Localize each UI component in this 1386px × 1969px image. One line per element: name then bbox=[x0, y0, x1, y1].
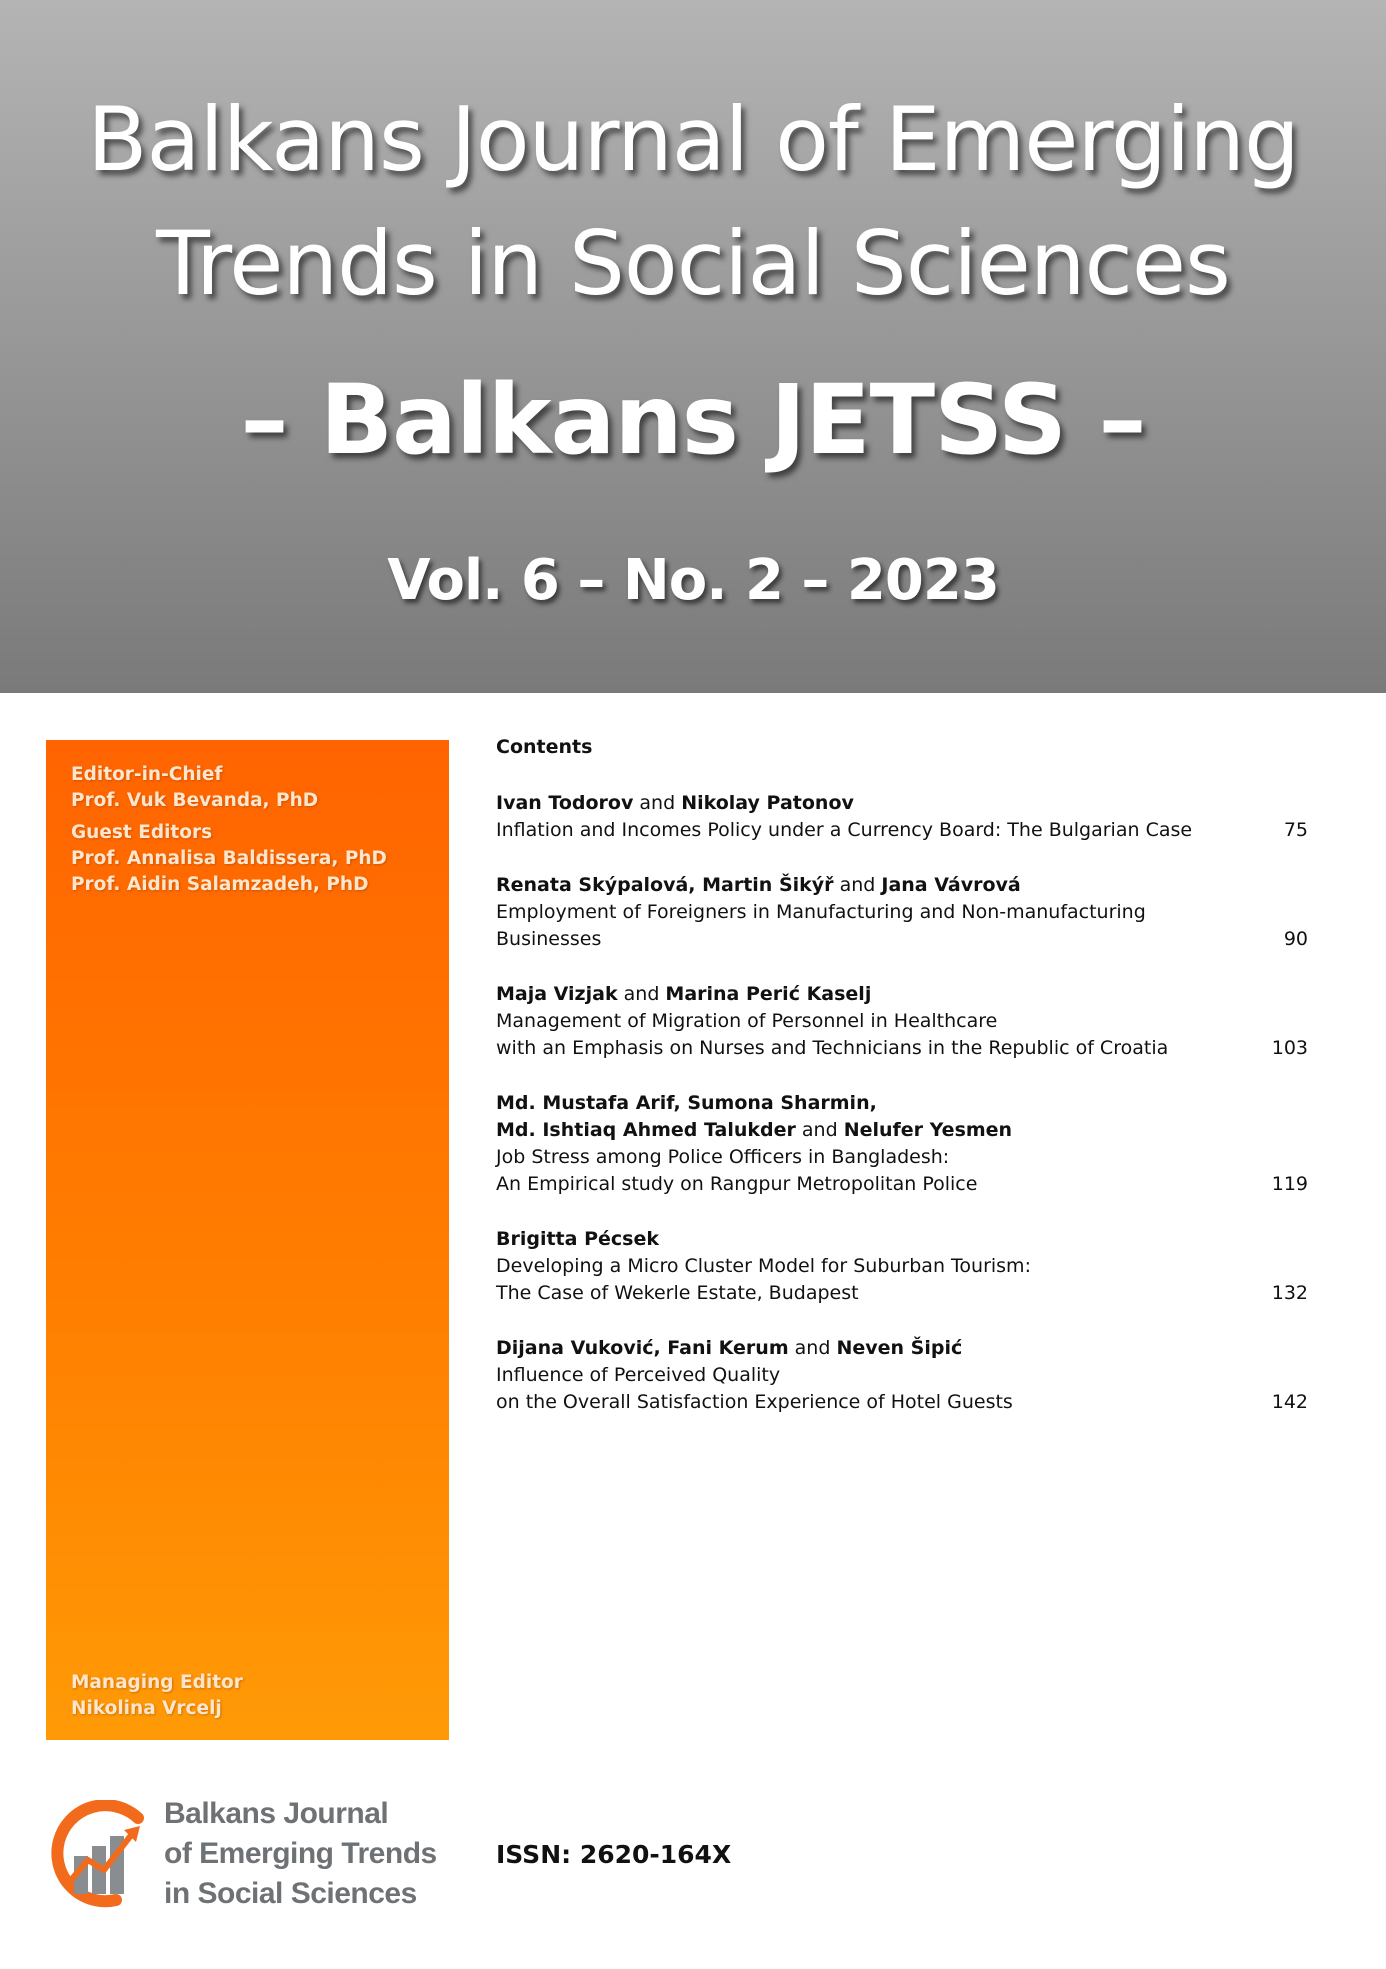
author-name: Renata Skýpalová, Martin Šikýř bbox=[496, 874, 834, 896]
guest-editor-name: Prof. Annalisa Baldissera, PhD bbox=[71, 848, 387, 869]
managing-editor-label: Managing Editor bbox=[71, 1672, 243, 1693]
entry-title-text: The Case of Wekerle Estate, Budapest bbox=[496, 1282, 859, 1304]
guest-editors-label: Guest Editors bbox=[71, 822, 213, 843]
journal-logo-text bbox=[164, 1794, 437, 1914]
author-conjunction: and bbox=[833, 874, 882, 896]
author-name: Maja Vizjak bbox=[496, 983, 618, 1005]
entry-title bbox=[496, 1008, 1308, 1035]
entry-title-text: Job Stress among Police Officers in Bangladesh: bbox=[496, 1146, 950, 1168]
table-of-contents bbox=[496, 736, 1308, 1444]
entry-page-number: 142 bbox=[1271, 1391, 1308, 1413]
contents-entries bbox=[496, 790, 1308, 1416]
entry-page-number: 119 bbox=[1271, 1173, 1308, 1195]
entry-title-text: An Empirical study on Rangpur Metropolitan Police bbox=[496, 1173, 978, 1195]
entry-title bbox=[496, 1035, 1308, 1062]
author-conjunction: and bbox=[617, 983, 666, 1005]
author-name: Md. Ishtiaq Ahmed Talukder bbox=[496, 1119, 796, 1141]
logo-text-line: in Social Sciences bbox=[164, 1877, 417, 1910]
entry-title bbox=[496, 1389, 1308, 1416]
entry-authors bbox=[496, 1090, 1308, 1117]
entry-title bbox=[496, 1144, 1308, 1171]
journal-logo bbox=[46, 1794, 466, 1926]
entry-authors bbox=[496, 872, 1308, 899]
contents-entry bbox=[496, 981, 1308, 1062]
contents-entry bbox=[496, 1335, 1308, 1416]
entry-title bbox=[496, 1171, 1308, 1198]
guest-editor-name: Prof. Aidin Salamzadeh, PhD bbox=[71, 874, 369, 895]
author-name: Marina Perić Kaselj bbox=[665, 983, 872, 1005]
entry-title bbox=[496, 817, 1308, 844]
editor-in-chief-label: Editor-in-Chief bbox=[71, 764, 223, 785]
contents-entry bbox=[496, 1090, 1308, 1198]
entry-title-text: Management of Migration of Personnel in Healthcare bbox=[496, 1010, 998, 1032]
contents-entry bbox=[496, 1226, 1308, 1307]
entry-authors bbox=[496, 1226, 1308, 1253]
entry-title-text: Developing a Micro Cluster Model for Suburban Tourism: bbox=[496, 1255, 1031, 1277]
managing-editor-name: Nikolina Vrcelj bbox=[71, 1698, 222, 1719]
entry-title-text: with an Emphasis on Nurses and Technicians in the Republic of Croatia bbox=[496, 1037, 1169, 1059]
author-name: Neven Šipić bbox=[836, 1337, 963, 1359]
cover-header bbox=[0, 0, 1386, 693]
author-conjunction: and bbox=[795, 1119, 844, 1141]
author-name: Nikolay Patonov bbox=[681, 792, 854, 814]
entry-authors bbox=[496, 1117, 1308, 1144]
author-conjunction: and bbox=[633, 792, 682, 814]
entry-title-text: Influence of Perceived Quality bbox=[496, 1364, 781, 1386]
logo-text-line: of Emerging Trends bbox=[164, 1837, 437, 1870]
issue-info: Vol. 6 – No. 2 – 2023 bbox=[387, 548, 999, 613]
entry-page-number: 132 bbox=[1271, 1282, 1308, 1304]
contents-entry bbox=[496, 790, 1308, 844]
author-name: Jana Vávrová bbox=[881, 874, 1021, 896]
entry-title-text: Employment of Foreigners in Manufacturing and Non-manufacturing Businesses bbox=[496, 901, 1146, 950]
journal-title-line-2: Trends in Social Sciences bbox=[156, 212, 1230, 315]
entry-authors bbox=[496, 790, 1308, 817]
guest-editors-block bbox=[71, 820, 387, 898]
entry-page-number: 75 bbox=[1283, 819, 1308, 841]
journal-title-line-1: Balkans Journal of Emerging bbox=[87, 88, 1299, 191]
entry-title-text: on the Overall Satisfaction Experience of Hotel Guests bbox=[496, 1391, 1013, 1413]
entry-title bbox=[496, 1253, 1308, 1280]
entry-authors bbox=[496, 981, 1308, 1008]
editor-in-chief-block bbox=[71, 762, 318, 814]
journal-logo-icon bbox=[46, 1800, 154, 1912]
entry-title bbox=[496, 899, 1308, 953]
contents-heading: Contents bbox=[496, 736, 593, 758]
editor-in-chief-name: Prof. Vuk Bevanda, PhD bbox=[71, 790, 319, 811]
issn: ISSN: 2620-164X bbox=[496, 1840, 732, 1869]
entry-title bbox=[496, 1280, 1308, 1307]
author-name: Nelufer Yesmen bbox=[843, 1119, 1013, 1141]
contents-entry bbox=[496, 872, 1308, 953]
journal-abbreviation: – Balkans JETSS – bbox=[240, 364, 1146, 476]
author-name: Ivan Todorov bbox=[496, 792, 634, 814]
author-name: Brigitta Pécsek bbox=[496, 1228, 659, 1250]
author-name: Md. Mustafa Arif, Sumona Sharmin, bbox=[496, 1092, 877, 1114]
entry-authors bbox=[496, 1335, 1308, 1362]
entry-page-number: 103 bbox=[1271, 1037, 1308, 1059]
entry-title-text: Inflation and Incomes Policy under a Currency Board: The Bulgarian Case bbox=[496, 819, 1193, 841]
author-conjunction: and bbox=[788, 1337, 837, 1359]
entry-page-number: 90 bbox=[1283, 928, 1308, 950]
author-name: Dijana Vuković, Fani Kerum bbox=[496, 1337, 789, 1359]
managing-editor-block bbox=[71, 1670, 243, 1722]
editorial-sidebar bbox=[46, 740, 449, 1740]
entry-title bbox=[496, 1362, 1308, 1389]
logo-text-line: Balkans Journal bbox=[164, 1797, 389, 1830]
